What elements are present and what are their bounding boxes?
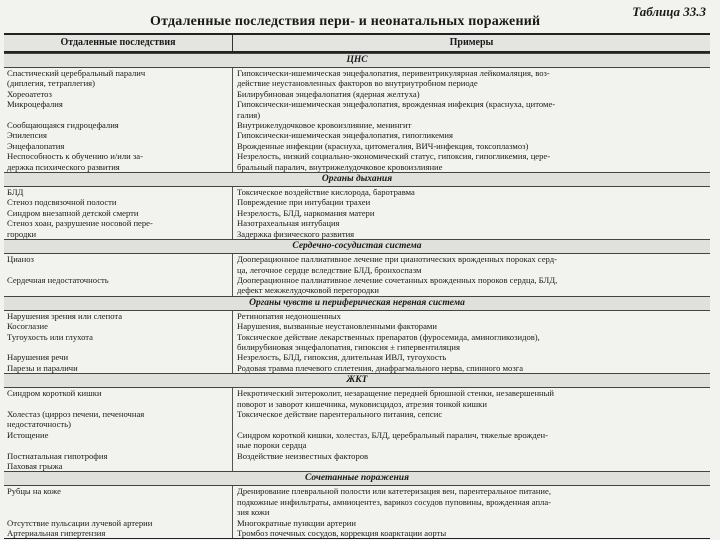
table-row: [4, 218, 710, 239]
table-row: [4, 208, 710, 218]
section-heading: Органы дыхания: [4, 172, 710, 187]
consequence-cell: Холестаз (цирроз печени, печеночная недостаточность): [4, 409, 233, 430]
table-row: [4, 528, 710, 538]
examples-cell: Внутрижелудочковое кровоизлияние, менингит: [237, 120, 412, 131]
consequence-cell: Микроцефалия: [4, 99, 233, 120]
examples-cell: Гипоксически-ишемическая энцефалопатия, гипогликемия: [237, 130, 453, 141]
examples-cell: Некротический энтероколит, незаращение передней брюшной стенки, незавершенный поворот и заворот кишечника, муковисцидоз, атрезия тонкой кишки: [237, 388, 555, 409]
table-row: [4, 275, 710, 296]
consequence-cell: Постнатальная гипотрофия: [4, 451, 233, 461]
examples-cell: Многократные пункции артерии: [237, 517, 356, 528]
section-heading: Сердечно-сосудистая система: [4, 239, 710, 254]
examples-cell: Токсическое действие лекарственных препаратов (фуросемида, аминогликозидов), билирубиновая энцефалопатия, гипоксия ± гипервентиляция: [237, 331, 540, 352]
examples-cell: Незрелость, БЛД, наркомания матери: [237, 207, 375, 218]
consequence-cell: Синдром короткой кишки: [4, 388, 233, 409]
examples-cell: Гипоксически-ишемическая энцефалопатия, врожденная инфекция (краснуха, цитоме- галия): [237, 99, 556, 120]
examples-cell: Синдром короткой кишки, холестаз, БЛД, церебральный паралич, тяжелые врожден- ные пороки сердца: [237, 429, 548, 451]
table-number: Таблица 33.3: [632, 4, 706, 19]
consequence-cell: Истощение: [4, 430, 233, 451]
examples-cell: Гипоксически-ишемическая энцефалопатия, перивентрикулярная лейкомаляция, воз- действие неустановленных факторов во внутриутробном периоде: [237, 68, 550, 89]
section-heading: Сочетанные поражения: [4, 471, 710, 486]
examples-cell: Токсическое воздействие кислорода, баротравма: [237, 187, 415, 198]
examples-cell: Назотрахеальная интубация Задержка физического развития: [237, 218, 355, 239]
consequence-cell: Тугоухость или глухота: [4, 332, 233, 353]
consequences-table: [4, 33, 710, 539]
examples-cell: Билирубиновая энцефалопатия (ядерная желтуха): [237, 88, 420, 99]
consequence-cell: Синдром внезапной детской смерти: [4, 208, 233, 218]
consequence-cell: Артериальная гипертензия: [4, 528, 233, 538]
examples-cell: Дренирование плевральной полости или катетеризация вен, парентеральное питание, подкожные инфильтраты, амниоцентез, варикоз сосудов пуповины, врожденная апла- зия кожи: [237, 486, 552, 518]
table-row: [4, 187, 710, 197]
table-row: [4, 254, 710, 275]
consequence-cell: Энцефалопатия: [4, 141, 233, 151]
table-row: [4, 311, 710, 321]
examples-cell: Родовая травма плечевого сплетения, диафрагмального нерва, спинного мозга: [237, 362, 524, 373]
examples-cell: Незрелость, низкий социально-экономический статус, гипоксия, гипогликемия, цере- бральный паралич, внутрижелудочковое кровоизлияние: [237, 151, 551, 172]
examples-cell: Ретинопатия недоношенных: [237, 310, 341, 321]
table-row: [4, 409, 710, 430]
consequence-cell: Спастический церебральный паралич (диплегия, тетраплегия): [4, 68, 233, 89]
examples-cell: Воздействие неизвестных факторов: [237, 450, 369, 461]
section-heading: ЖКТ: [4, 373, 710, 388]
table-row: [4, 363, 710, 373]
examples-cell: Тромбоз почечных сосудов, коррекция коарктации аорты: [237, 528, 447, 539]
consequence-cell: Нарушения речи: [4, 352, 233, 362]
table-row: [4, 130, 710, 140]
table-row: [4, 321, 710, 331]
table-row: [4, 388, 710, 409]
section-heading: ЦНС: [4, 53, 710, 68]
examples-cell: Незрелость, БЛД, гипоксия, длительная ИВЛ, тугоухость: [237, 352, 447, 363]
examples-cell: Дооперационное паллиативное лечение при цианотических врожденных пороках серд- ца, легочное сердце вследствие БЛД, бронхоспазм: [237, 254, 557, 275]
examples-cell: Токсическое действие парентерального питания, сепсис: [237, 408, 443, 419]
table-title: Отдаленные последствия пери- и неонатальных поражений: [150, 14, 541, 29]
table-row: [4, 68, 710, 89]
consequence-cell: Отсутствие пульсации лучевой артерии: [4, 518, 233, 528]
table-row: [4, 151, 710, 172]
table-row: [4, 461, 710, 471]
consequence-cell: Стеноз хоан, разрушение носовой пере- городки: [4, 218, 233, 239]
consequence-cell: Паховая грыжа: [4, 461, 233, 471]
consequence-cell: Неспособность к обучению и/или за- держка психического развития: [4, 151, 233, 172]
consequence-cell: Хореоатетоз: [4, 89, 233, 99]
table-row: [4, 430, 710, 451]
table-row: [4, 451, 710, 461]
table-row: [4, 332, 710, 353]
table-row: [4, 197, 710, 207]
consequence-cell: Стеноз подсвязочной полости: [4, 197, 233, 207]
table-row: [4, 352, 710, 362]
column-header-examples: Примеры: [449, 37, 494, 48]
examples-cell: Дооперационное паллиативное лечение сочетанных врожденных пороков сердца, БЛД, дефект межжелудочковой перегородки: [237, 274, 558, 296]
column-header-consequences: Отдаленные последствия: [4, 35, 233, 51]
consequence-cell: Косоглазие: [4, 321, 233, 331]
table-row: [4, 89, 710, 99]
table-header: [4, 35, 710, 53]
consequence-cell: Нарушения зрения или слепота: [4, 311, 233, 321]
table-row: [4, 486, 710, 517]
examples-cell: Врожденные инфекции (краснуха, цитомегалия, ВИЧ-инфекция, токсоплазмоз): [237, 140, 529, 151]
consequence-cell: Сообщающаяся гидроцефалия: [4, 120, 233, 130]
consequence-cell: Эпилепсия: [4, 130, 233, 140]
section-heading: Органы чувств и периферическая нервная система: [4, 296, 710, 311]
table-row: [4, 141, 710, 151]
consequence-cell: Сердечная недостаточность: [4, 275, 233, 296]
table-row: [4, 120, 710, 130]
examples-cell: [233, 461, 710, 471]
examples-cell: Повреждение при интубации трахеи: [237, 197, 371, 208]
consequence-cell: БЛД: [4, 187, 233, 197]
consequence-cell: Цианоз: [4, 254, 233, 275]
examples-cell: Нарушения, вызванные неустановленными факторами: [237, 321, 437, 332]
table-row: [4, 99, 710, 120]
consequence-cell: Парезы и параличи: [4, 363, 233, 373]
consequence-cell: Рубцы на коже: [4, 486, 233, 517]
table-row: [4, 518, 710, 528]
